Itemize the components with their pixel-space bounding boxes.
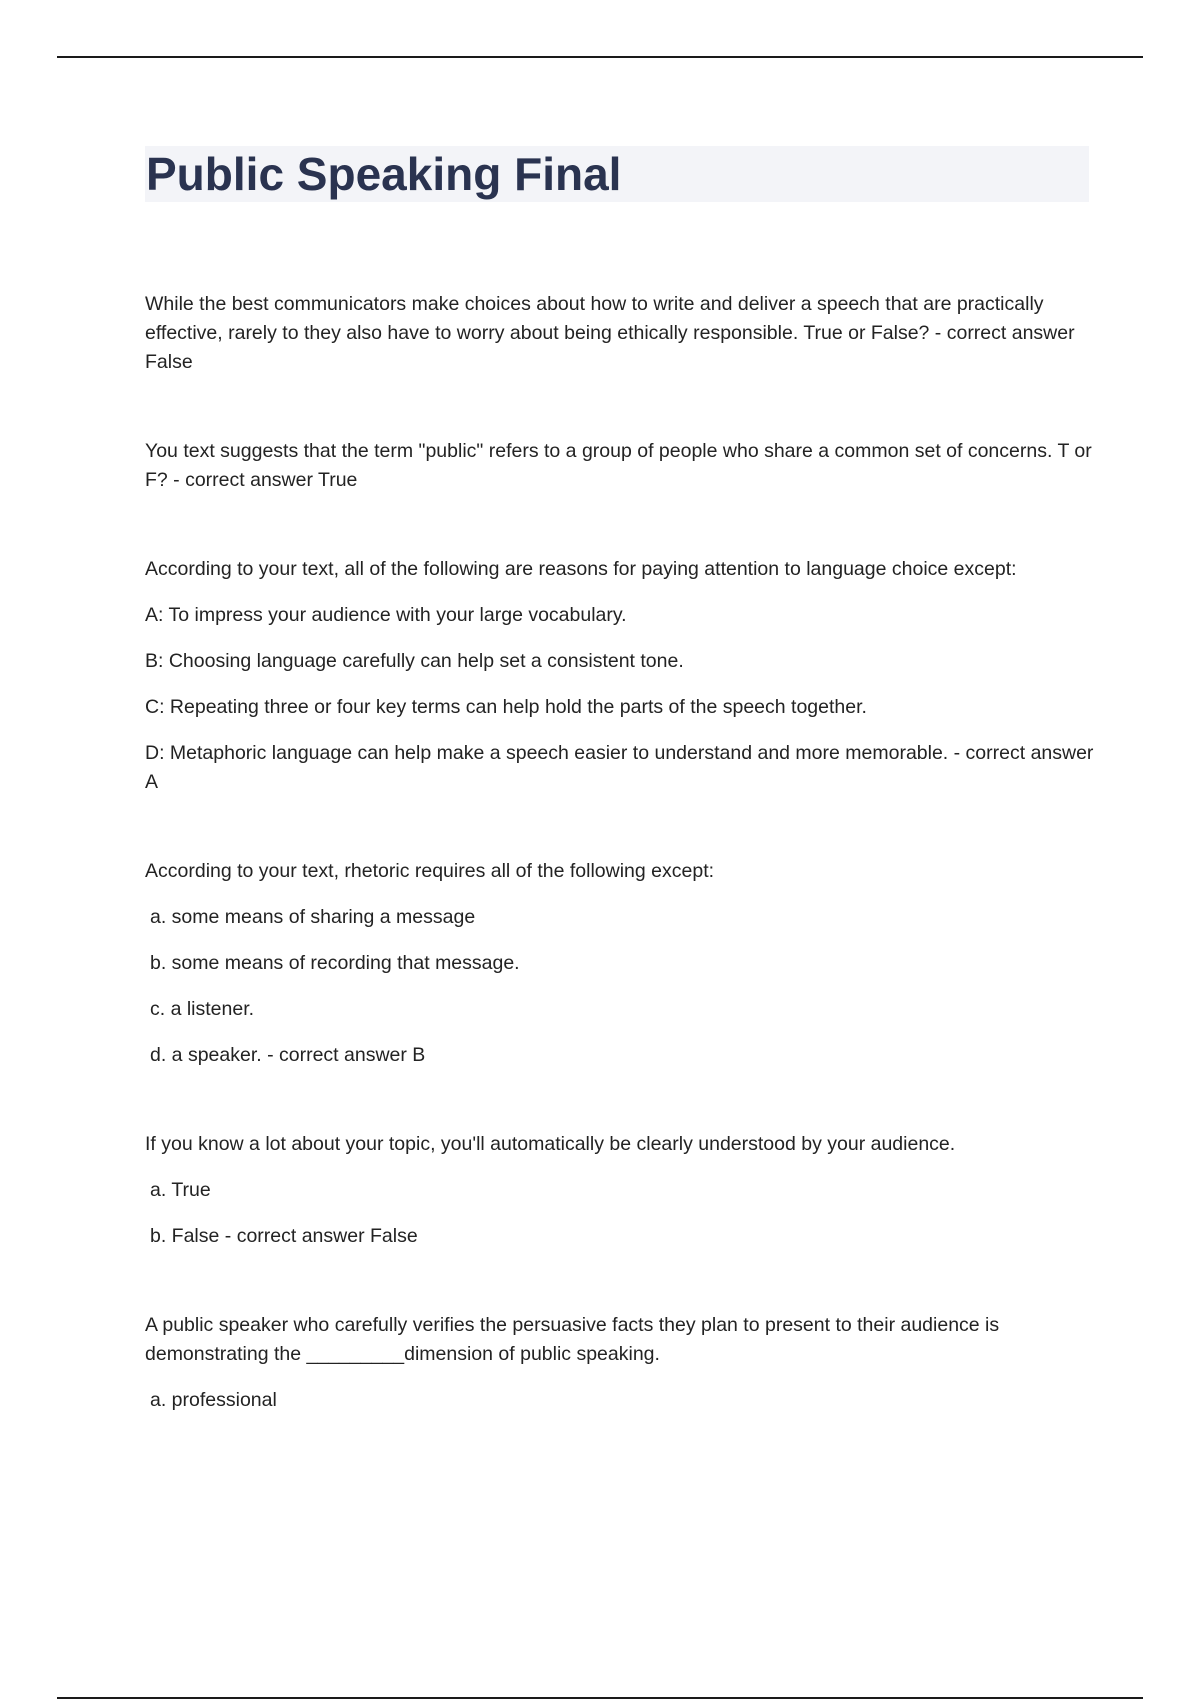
- question-list: [145, 290, 1095, 1415]
- question-text: According to your text, rhetoric requires all of the following except:: [145, 860, 715, 882]
- question-text: A public speaker who carefully verifies the persuasive facts they plan to present to their audience is demonstrating the _________dimension of public speaking.: [145, 1314, 1000, 1365]
- question-3: [145, 555, 1095, 797]
- question-4: [145, 857, 1095, 1070]
- question-2: [145, 437, 1095, 495]
- answer-option: a. some means of sharing a message: [150, 906, 476, 928]
- question-text: If you know a lot about your topic, you'll automatically be clearly understood by your audience.: [145, 1133, 956, 1155]
- answer-option: a. professional: [150, 1389, 277, 1411]
- answer-option: D: Metaphoric language can help make a speech easier to understand and more memorable. - correct answer A: [145, 742, 1094, 793]
- question-5: [145, 1130, 1095, 1251]
- question-6: [145, 1311, 1095, 1415]
- question-text: According to your text, all of the following are reasons for paying attention to language choice except:: [145, 558, 1017, 580]
- answer-option: A: To impress your audience with your large vocabulary.: [145, 604, 627, 626]
- answer-option: a. True: [150, 1179, 211, 1201]
- answer-option: B: Choosing language carefully can help set a consistent tone.: [145, 650, 684, 672]
- answer-option: b. some means of recording that message.: [150, 952, 520, 974]
- answer-option: C: Repeating three or four key terms can help hold the parts of the speech together.: [145, 696, 867, 718]
- question-text: While the best communicators make choices about how to write and deliver a speech that are practically effective, rarely to they also have to worry about being ethically responsible. True or False? - correct answer False: [145, 293, 1075, 373]
- page-title: Public Speaking Final: [146, 148, 622, 200]
- bottom-rule: [57, 1697, 1143, 1699]
- answer-option: b. False - correct answer False: [150, 1225, 418, 1247]
- top-rule: [57, 56, 1143, 58]
- question-1: [145, 290, 1095, 377]
- question-text: You text suggests that the term "public" refers to a group of people who share a common set of concerns. T or F? - correct answer True: [145, 440, 1092, 491]
- answer-option: c. a listener.: [150, 998, 255, 1020]
- answer-option: d. a speaker. - correct answer B: [150, 1044, 426, 1066]
